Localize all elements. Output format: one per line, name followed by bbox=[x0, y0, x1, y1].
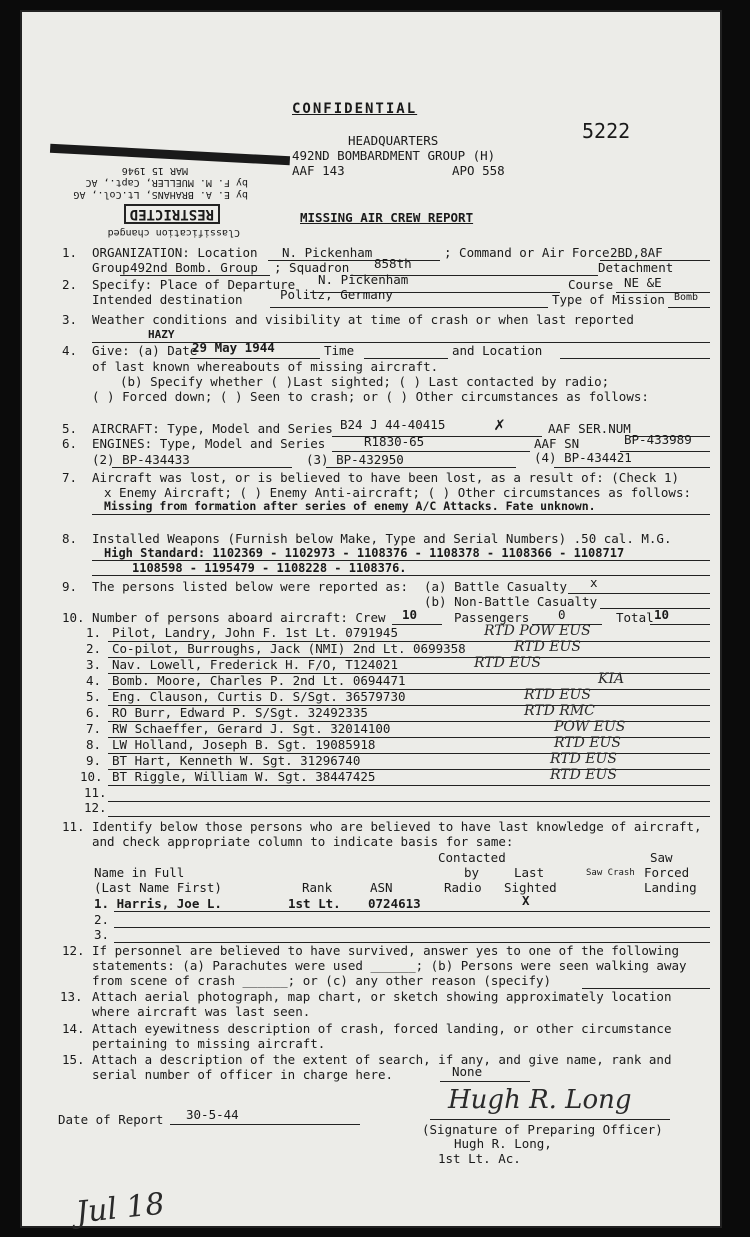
rule bbox=[108, 816, 710, 817]
rule bbox=[326, 467, 516, 468]
s4-date: 29 May 1944 bbox=[192, 340, 275, 355]
crew-number: 4. bbox=[86, 673, 102, 688]
s5-serial-label: AAF SER.NUM bbox=[548, 421, 631, 436]
crew-number: 11. bbox=[84, 785, 107, 800]
s15-line1: Attach a description of the extent of search, if any, and give name, rank and bbox=[92, 1052, 672, 1067]
s11-line2: and check appropriate column to indicate basis for same: bbox=[92, 834, 514, 849]
s2-label: Specify: Place of Departure bbox=[92, 277, 296, 292]
s5-aircraft: B24 J 44-40415 bbox=[340, 417, 446, 432]
crew-entry: RO Burr, Edward P. S/Sgt. 32492335 bbox=[112, 705, 368, 720]
s14-number: 14. bbox=[62, 1021, 85, 1036]
s14-line1: Attach eyewitness description of crash, forced landing, or other circumstance bbox=[92, 1021, 672, 1036]
classification-heading: CONFIDENTIAL bbox=[292, 101, 418, 117]
s9-number: 9. bbox=[62, 579, 78, 594]
s8-weapons-2: 1108598 - 1195479 - 1108228 - 1108376. bbox=[132, 561, 407, 575]
s13-line1: Attach aerial photograph, map chart, or sketch showing approximately location bbox=[92, 989, 672, 1004]
apo-number: APO 558 bbox=[452, 163, 505, 178]
rule bbox=[112, 467, 292, 468]
s12-number: 12. bbox=[62, 943, 85, 958]
crew-status-note: RTD EUS bbox=[514, 639, 581, 655]
s10-number: 10. bbox=[62, 610, 85, 625]
s3-weather: HAZY bbox=[148, 328, 175, 341]
crew-status-note: POW EUS bbox=[554, 719, 626, 735]
crew-entry: RW Schaeffer, Gerard J. Sgt. 32014100 bbox=[112, 721, 391, 736]
s7-line2: x Enemy Aircraft; ( ) Enemy Anti-aircraft; ( ) Other circumstances as follows: bbox=[104, 485, 691, 500]
s5-number: 5. bbox=[62, 421, 78, 436]
crew-number: 10. bbox=[80, 769, 103, 784]
s13-line2: where aircraft was last seen. bbox=[92, 1004, 311, 1019]
s4-line2: of last known whereabouts of missing aircraft. bbox=[92, 359, 439, 374]
rule bbox=[430, 1119, 670, 1120]
s4-label: Give: (a) Date bbox=[92, 343, 198, 358]
rule bbox=[170, 1124, 360, 1125]
crew-number: 2. bbox=[86, 641, 102, 656]
crew-number: 3. bbox=[86, 657, 102, 672]
s6-engine-2: (2) BP-434433 bbox=[92, 452, 190, 467]
s6-engines: R1830-65 bbox=[364, 434, 425, 449]
stamp-line: Classification changed bbox=[107, 227, 240, 238]
witness-asn: 0724613 bbox=[368, 896, 421, 911]
s2-intended: Politz, Germany bbox=[280, 287, 393, 302]
s1-command: 2BD,8AF bbox=[610, 245, 663, 260]
rule bbox=[108, 801, 710, 802]
crew-number: 5. bbox=[86, 689, 102, 704]
col-name-sub: (Last Name First) bbox=[94, 880, 222, 895]
s7-label: Aircraft was lost, or is believed to have been lost, as a result of: (Check 1) bbox=[92, 470, 679, 485]
col-saw-crash: Saw Crash bbox=[586, 868, 635, 878]
s15-search-officer: None bbox=[452, 1064, 483, 1079]
s4-line4: ( ) Forced down; ( ) Seen to crash; or ( ) Other circumstances as follows: bbox=[92, 389, 649, 404]
stamp-line: by E. A. BRAHANS, Lt.Col., AG bbox=[73, 189, 248, 200]
crew-status-note: KIA bbox=[598, 671, 625, 687]
rule bbox=[650, 624, 710, 625]
s8-label: Installed Weapons (Furnish below Make, Type and Serial Numbers) .50 cal. M.G. bbox=[92, 531, 672, 546]
stamp-date: MAR 15 1946 bbox=[121, 165, 188, 176]
check-mark: ✗ bbox=[494, 414, 505, 435]
s6-engine-3: (3) BP-432950 bbox=[306, 452, 404, 467]
witness-row-3: 3. bbox=[94, 927, 110, 942]
s2-mission-label: Type of Mission bbox=[552, 292, 665, 307]
s12-line1: If personnel are believed to have survived, answer yes to one of the following bbox=[92, 943, 679, 958]
col-landing: Landing bbox=[644, 880, 697, 895]
crew-entry: BT Hart, Kenneth W. Sgt. 31296740 bbox=[112, 753, 361, 768]
rule bbox=[392, 624, 442, 625]
s6-label: ENGINES: Type, Model and Series bbox=[92, 436, 326, 451]
s1-location: N. Pickenham bbox=[282, 245, 373, 260]
crew-entry: LW Holland, Joseph B. Sgt. 19085918 bbox=[112, 737, 376, 752]
s3-number: 3. bbox=[62, 312, 78, 327]
rule bbox=[92, 514, 710, 515]
officer-signature: Hugh R. Long bbox=[448, 1085, 632, 1115]
s13-number: 13. bbox=[60, 989, 83, 1004]
s1-detachment-label: Detachment bbox=[598, 260, 674, 275]
crew-number: 6. bbox=[86, 705, 102, 720]
rule bbox=[270, 307, 548, 308]
officer-name: Hugh R. Long, bbox=[454, 1136, 552, 1151]
report-date-label: Date of Report bbox=[58, 1112, 164, 1127]
col-radio: Radio bbox=[444, 880, 482, 895]
col-saw: Saw bbox=[650, 850, 673, 865]
s1-squadron: 858th bbox=[374, 256, 412, 271]
crew-status-note: RTD EUS bbox=[550, 767, 617, 783]
col-sighted: Sighted bbox=[504, 880, 557, 895]
witness-last-sighted-mark: X bbox=[522, 893, 530, 908]
crew-status-note: RTD EUS bbox=[524, 687, 591, 703]
s4-number: 4. bbox=[62, 343, 78, 358]
s11-number: 11. bbox=[62, 819, 85, 834]
s8-weapons-1: High Standard: 1102369 - 1102973 - 1108376 - 1108378 - 1108366 - 1108717 bbox=[104, 546, 625, 560]
s7-circumstances: Missing from formation after series of enemy A/C Attacks. Fate unknown. bbox=[104, 499, 596, 513]
s6-engine-4: (4) BP-434421 bbox=[534, 450, 632, 465]
crew-entry: Nav. Lowell, Frederick H. F/O, T124021 bbox=[112, 657, 398, 672]
s15-number: 15. bbox=[62, 1052, 85, 1067]
rule bbox=[114, 927, 710, 928]
crew-status-note: RTD EUS bbox=[550, 751, 617, 767]
s10-label: Number of persons aboard aircraft: Crew bbox=[92, 610, 386, 625]
s9-option-b: (b) Non-Battle Casualty bbox=[424, 594, 598, 609]
rule bbox=[114, 911, 710, 912]
s14-line2: pertaining to missing aircraft. bbox=[92, 1036, 326, 1051]
s1-command-label: ; Command or Air Force bbox=[444, 245, 610, 260]
col-contacted: Contacted bbox=[438, 850, 506, 865]
rule bbox=[120, 275, 270, 276]
crew-entry: Eng. Clauson, Curtis D. S/Sgt. 36579730 bbox=[112, 689, 406, 704]
rule bbox=[568, 593, 710, 594]
crew-entry: BT Riggle, William W. Sgt. 38447425 bbox=[112, 769, 376, 784]
crew-status-note: RTD POW EUS bbox=[484, 623, 591, 639]
s10-passengers-label: Passengers bbox=[454, 610, 530, 625]
s2-course: NE &E bbox=[624, 275, 662, 290]
rule bbox=[620, 451, 710, 452]
s6-engine-1: BP-433989 bbox=[624, 432, 692, 447]
officer-rank: 1st Lt. Ac. bbox=[438, 1151, 521, 1166]
rule bbox=[92, 575, 710, 576]
report-page bbox=[20, 10, 722, 1231]
s2-intended-label: Intended destination bbox=[92, 292, 243, 307]
crew-number: 8. bbox=[86, 737, 102, 752]
rule bbox=[108, 785, 710, 786]
s4-line3: (b) Specify whether ( )Last sighted; ( ) Last contacted by radio; bbox=[120, 374, 610, 389]
s1-squadron-label: ; Squadron bbox=[274, 260, 350, 275]
s10-total-label: Total bbox=[616, 610, 654, 625]
crew-number: 9. bbox=[86, 753, 102, 768]
s5-label: AIRCRAFT: Type, Model and Series bbox=[92, 421, 333, 436]
s4-time-label: Time bbox=[324, 343, 355, 358]
report-title: MISSING AIR CREW REPORT bbox=[300, 210, 474, 225]
crew-number: 1. bbox=[86, 625, 102, 640]
stamp-restricted: RESTRICTED bbox=[124, 204, 220, 224]
crew-status-note: RTD EUS bbox=[554, 735, 621, 751]
s3-label: Weather conditions and visibility at time of crash or when last reported bbox=[92, 312, 634, 327]
witness-row-2: 2. bbox=[94, 912, 110, 927]
s9-mark: x bbox=[590, 575, 598, 590]
col-asn: ASN bbox=[370, 880, 393, 895]
col-name: Name in Full bbox=[94, 865, 185, 880]
s2-departure: N. Pickenham bbox=[318, 272, 409, 287]
document-number: 5222 bbox=[582, 119, 631, 143]
crew-number: 7. bbox=[86, 721, 102, 736]
s9-label: The persons listed below were reported as: bbox=[92, 579, 409, 594]
witness-name: 1. Harris, Joe L. bbox=[94, 896, 222, 911]
s12-line2: statements: (a) Parachutes were used ______; (b) Persons were seen walking away bbox=[92, 958, 687, 973]
s6-serial-label: AAF SN bbox=[534, 436, 580, 451]
margin-handwritten-note: Jul 18 bbox=[74, 1186, 167, 1231]
s11-line1: Identify below those persons who are believed to have last knowledge of aircraft, bbox=[92, 819, 702, 834]
s1-group: 492nd Bomb. Group bbox=[130, 260, 258, 275]
s2-course-label: Course bbox=[568, 277, 614, 292]
headquarters-label: HEADQUARTERS bbox=[348, 133, 439, 148]
col-by: by bbox=[464, 865, 480, 880]
witness-rank: 1st Lt. bbox=[288, 896, 341, 911]
s6-number: 6. bbox=[62, 436, 78, 451]
s1-group-label: Group bbox=[92, 260, 130, 275]
crew-status-note: RTD RMC bbox=[524, 703, 595, 719]
rule bbox=[554, 467, 710, 468]
signature-label: (Signature of Preparing Officer) bbox=[422, 1122, 663, 1137]
s7-number: 7. bbox=[62, 470, 78, 485]
s1-number: 1. bbox=[62, 245, 78, 260]
s10-total: 10 bbox=[654, 607, 670, 622]
group-heading: 492ND BOMBARDMENT GROUP (H) bbox=[292, 148, 496, 163]
crew-entry: Bomb. Moore, Charles P. 2nd Lt. 0694471 bbox=[112, 673, 406, 688]
rule bbox=[440, 1081, 530, 1082]
s2-number: 2. bbox=[62, 277, 78, 292]
rule bbox=[92, 560, 710, 561]
stamp-line: by F. M. MUELLER, Capt., AC bbox=[85, 177, 248, 188]
col-forced: Forced bbox=[644, 865, 690, 880]
rule bbox=[668, 307, 710, 308]
s10-passengers: 0 bbox=[558, 607, 566, 622]
crew-entry: Pilot, Landry, John F. 1st Lt. 0791945 bbox=[112, 625, 398, 640]
aaf-number: AAF 143 bbox=[292, 163, 345, 178]
s1-label: ORGANIZATION: Location bbox=[92, 245, 258, 260]
col-rank: Rank bbox=[302, 880, 333, 895]
s4-location-label: and Location bbox=[452, 343, 543, 358]
s12-line3: from scene of crash ______; or (c) any other reason (specify) bbox=[92, 973, 552, 988]
s10-crew: 10 bbox=[402, 607, 418, 622]
crew-number: 12. bbox=[84, 800, 107, 815]
s8-number: 8. bbox=[62, 531, 78, 546]
report-date: 30-5-44 bbox=[186, 1107, 239, 1122]
classification-stamp bbox=[68, 158, 248, 240]
rule bbox=[560, 358, 710, 359]
s9-option-a: (a) Battle Casualty bbox=[424, 579, 567, 594]
crew-entry: Co-pilot, Burroughs, Jack (NMI) 2nd Lt. 0699358 bbox=[112, 641, 466, 656]
crew-status-note: RTD EUS bbox=[474, 655, 541, 671]
col-last: Last bbox=[514, 865, 545, 880]
s2-mission: Bomb bbox=[674, 292, 699, 303]
s15-line2: serial number of officer in charge here. bbox=[92, 1067, 394, 1082]
